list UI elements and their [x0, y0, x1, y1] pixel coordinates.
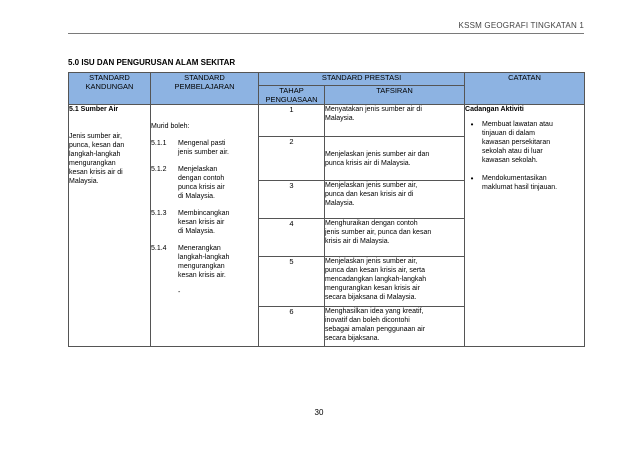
learning-item-5-1-3: 5.1.3 Membincangkan kesan krisis air di Malaysia.: [151, 210, 230, 235]
learning-dash: -: [178, 289, 181, 296]
curriculum-table: [68, 72, 585, 347]
header-rule: [68, 33, 584, 34]
tafsiran-1: Menyatakan jenis sumber air di Malaysia.: [325, 105, 465, 137]
learning-intro: Murid boleh:: [151, 123, 190, 130]
tahap-2: 2: [259, 137, 325, 181]
activity-item: • Membuat lawatan atau tinjauan di dalam kawasan persekitaran sekolah atau di luar kawasan sekolah.: [465, 120, 584, 165]
header-standard-prestasi: STANDARD PRESTASI: [259, 73, 465, 86]
activity-item: • Mendokumentasikan maklumat hasil tinjauan.: [465, 174, 584, 192]
running-header: KSSM GEOGRAFI TINGKATAN 1: [458, 21, 584, 30]
bullet-icon: •: [470, 120, 474, 129]
standard-pembelajaran-cell: [151, 105, 259, 347]
header-catatan: CATATAN: [465, 73, 585, 105]
tafsiran-3: Menjelaskan jenis sumber air, punca dan kesan krisis air di Malaysia.: [325, 181, 465, 219]
header-tahap-penguasaan: TAHAP PENGUASAAN: [259, 86, 325, 105]
bullet-icon: •: [470, 174, 474, 183]
tahap-5: 5: [259, 257, 325, 307]
standard-kandungan-cell: 5.1 Sumber Air Jenis sumber air, punca, kesan dan langkah-langkah mengurangkan kesan krisis air di Malaysia.: [69, 105, 151, 347]
page-number: 30: [314, 408, 324, 417]
learning-item-5-1-1: 5.1.1 Mengenal pasti jenis sumber air.: [151, 140, 229, 156]
tahap-1: 1: [259, 105, 325, 137]
content-standard-title: 5.1 Sumber Air: [69, 106, 119, 113]
tafsiran-5: Menjelaskan jenis sumber air, punca dan kesan krisis air, serta mencadangkan langkah-langkah mengurangkan kesan krisis air secara bijaksana di Malaysia.: [325, 257, 465, 307]
catatan-cell: [465, 105, 585, 347]
learning-item-5-1-4: 5.1.4 Menerangkan langkah-langkah mengurangkan kesan krisis air.: [151, 245, 230, 279]
tafsiran-6: Menghasilkan idea yang kreatif, inovatif dan boleh dicontohi sebagai amalan penggunaan air secara bijaksana.: [325, 307, 465, 347]
tahap-3: 3: [259, 181, 325, 219]
tafsiran-2: Menjelaskan jenis sumber air dan punca krisis air di Malaysia.: [325, 137, 465, 181]
tahap-4: 4: [259, 219, 325, 257]
header-standard-kandungan: STANDARD KANDUNGAN: [69, 73, 151, 105]
tafsiran-4: Menghuraikan dengan contoh jenis sumber air, punca dan kesan krisis air di Malaysia.: [325, 219, 465, 257]
activity-title: Cadangan Aktiviti: [465, 106, 524, 113]
tahap-6: 6: [259, 307, 325, 347]
learning-item-5-1-2: 5.1.2 Menjelaskan dengan contoh punca krisis air di Malaysia.: [151, 166, 225, 200]
header-tafsiran: TAFSIRAN: [325, 86, 465, 105]
section-title: 5.0 ISU DAN PENGURUSAN ALAM SEKITAR: [68, 58, 236, 67]
header-standard-pembelajaran: STANDARD PEMBELAJARAN: [151, 73, 259, 105]
